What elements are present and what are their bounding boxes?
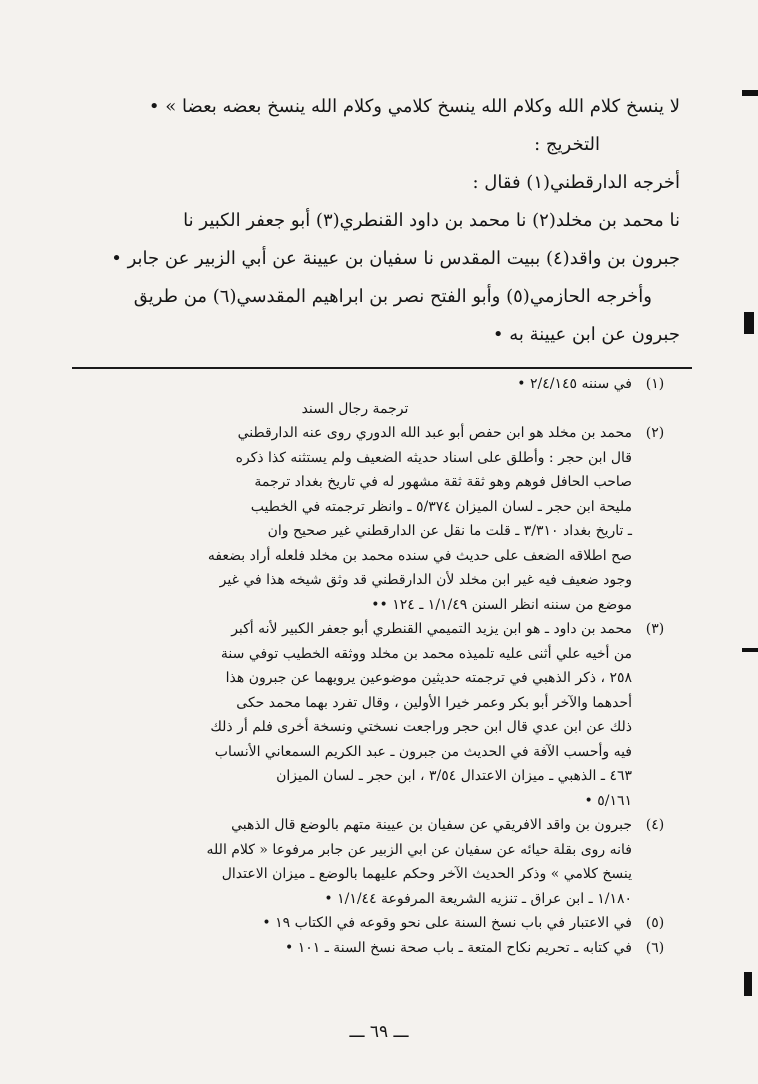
footnote-line: محمد بن داود ـ هو ابن يزيد التميمي القنطري أبو جعفر الكبير لأنه أكبر — [231, 621, 632, 637]
footnote-line: صح اطلاقه الضعف على حديث في سنده محمد بن مخلد فلعله أراد بضعفه — [207, 547, 632, 564]
text-line: وأخرجه الحازمي(٥) وأبو الفتح نصر بن ابراهيم المقدسي(٦) من طريق — [133, 286, 652, 307]
footnote — [78, 372, 678, 421]
page-number: ـــ ٦٩ ـــ — [349, 1022, 409, 1042]
footnote-line: ذلك عن ابن عدي قال ابن حجر وراجعت نسختي ونسخة أخرى فلم أر ذلك — [210, 719, 632, 735]
footnote-line: فانه روى بقلة حيائه عن سفيان عن ابي الزبير عن جابر مرفوعا « كلام الله — [206, 841, 632, 858]
footnote — [78, 813, 678, 911]
footnote-line: فيه وأحسب الآفة في الحديث من جبرون ـ عبد الكريم السمعاني الأنساب — [214, 743, 632, 760]
footnote-line: موضع من سننه انظر السنن ١/١/٤٩ ـ ١٢٤ •• — [371, 596, 632, 613]
footnotes — [78, 372, 678, 960]
footnote-line: قال ابن حجر : وأطلق على اسناد حديثه الضعيف ولم يستثنه كذا ذكره — [235, 449, 632, 466]
footnote-number: (٥) — [645, 915, 665, 931]
footnote-line: ـ تاريخ بغداد ٣/٣١٠ ـ قلت ما نقل عن الدارقطني غير صحيح وان — [267, 523, 632, 539]
footnote-line: ١/١٨٠ ـ ابن عراق ـ تنزيه الشريعة المرفوعة ١/١/٤٤ • — [324, 890, 632, 907]
footnote — [78, 911, 678, 936]
text-line: أخرجه الدارقطني(١) فقال : — [472, 172, 680, 193]
footnote-number: (٢) — [645, 425, 665, 441]
text-line: جبرون بن واقد(٤) ببيت المقدس نا سفيان بن عيينة عن أبي الزبير عن جابر • — [111, 248, 680, 269]
footnote-line: وجود ضعيف فيه غير ابن مخلد لأن الدارقطني قد وثق شيخه هذا في غير — [219, 572, 632, 588]
footnote-line: في كتابه ـ تحريم نكاح المتعة ـ باب صحة نسخ السنة ـ ١٠١ • — [284, 939, 632, 956]
scan-margin-mark — [744, 312, 754, 334]
footnote-line: جبرون بن واقد الافريقي عن سفيان بن عيينة متهم بالوضع قال الذهبي — [231, 817, 632, 833]
scan-margin-mark — [742, 648, 758, 652]
footnote-text — [78, 421, 632, 617]
footnote-text — [78, 911, 632, 936]
footnote-line: محمد بن مخلد هو ابن حفص أبو عبد الله الدوري روى عنه الدارقطني — [237, 425, 632, 441]
footnote-line: من أخيه علي أثنى عليه تلميذه محمد بن مخلد ووثقه الخطيب توفي سنة — [220, 645, 632, 662]
text-line: جبرون عن ابن عيينة به • — [492, 324, 680, 345]
footnote-number: (٤) — [645, 817, 665, 833]
footnote-number: (١) — [645, 376, 665, 392]
footnote-line: ينسخ كلامي » وذكر الحديث الآخر وحكم عليهما بالوضع ـ ميزان الاعتدال — [221, 866, 632, 882]
footnote — [78, 421, 678, 617]
text-line: نا محمد بن مخلد(٢) نا محمد بن داود القنطري(٣) أبو جعفر الكبير نا — [183, 210, 680, 231]
footnote-text — [78, 936, 632, 961]
footnote-number: (٦) — [645, 939, 665, 956]
footnote-text — [78, 813, 632, 911]
footnote-line: مليحة ابن حجر ـ لسان الميزان ٥/٣٧٤ ـ وانظر ترجمته في الخطيب — [250, 498, 632, 515]
footnote-text — [78, 617, 632, 813]
section-heading: التخريج : — [534, 134, 600, 155]
footnote — [78, 617, 678, 813]
footnote-divider — [72, 367, 692, 369]
footnote-number: (٣) — [645, 621, 665, 637]
footnote — [78, 936, 678, 961]
main-text — [80, 88, 680, 354]
footnote-line: ٢٥٨ ، ذكر الذهبي في ترجمته حديثين موضوعين يرويهما عن جبرون هذا — [225, 670, 632, 686]
footnote-line: ٤٦٣ ـ الذهبي ـ ميزان الاعتدال ٣/٥٤ ، ابن حجر ـ لسان الميزان — [276, 768, 632, 784]
footnote-line: في الاعتبار في باب نسخ السنة على نحو وقوعه في الكتاب ١٩ • — [262, 915, 632, 931]
footnote-text — [78, 372, 632, 421]
footnote-line: أحدهما والآخر أبو بكر وعمر خيرا الأولين ، وقال تفرد بهما محمد حكى — [236, 694, 632, 711]
scan-margin-mark — [744, 972, 752, 996]
footnote-line: ٥/١٦١ • — [584, 792, 632, 809]
scan-margin-mark — [742, 90, 758, 96]
footnote-line: في سننه ٢/٤/١٤٥ • — [517, 376, 632, 392]
text-line: لا ينسخ كلام الله وكلام الله ينسخ كلامي وكلام الله ينسخ بعضه بعضا » • — [148, 96, 680, 117]
subheading: ترجمة رجال السند — [301, 400, 409, 417]
footnote-line: صاحب الحافل فوهم وهو ثقة ثقة مشهور له في تاريخ بغداد ترجمة — [254, 474, 632, 490]
